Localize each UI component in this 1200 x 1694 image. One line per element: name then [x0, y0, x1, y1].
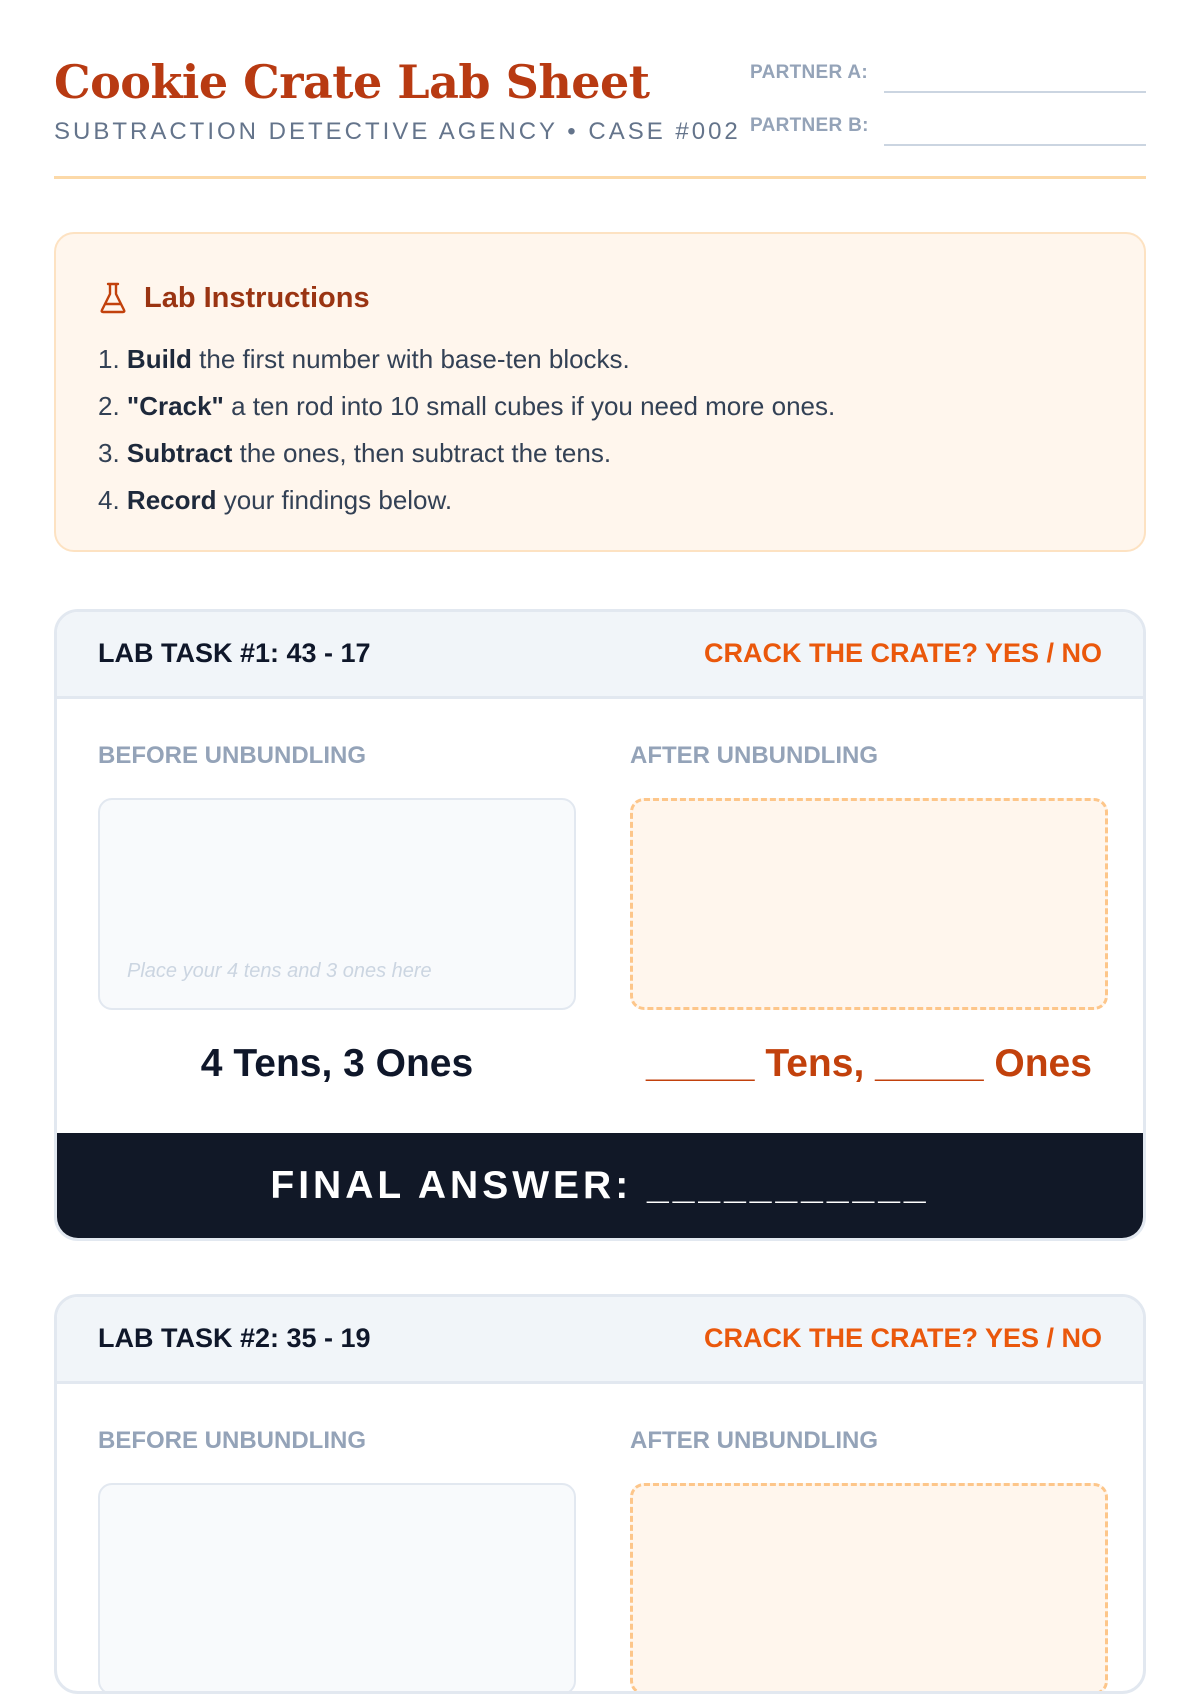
- after-unbundling-label: AFTER UNBUNDLING: [630, 742, 878, 769]
- before-result: 4 Tens, 3 Ones: [200, 1042, 474, 1085]
- crack-crate-prompt[interactable]: CRACK THE CRATE? YES / NO: [703, 1323, 1102, 1353]
- final-answer-bar[interactable]: FINAL ANSWER: ___________: [57, 1133, 1143, 1241]
- instruction-step: 3. Subtract the ones, then subtract the tens.: [98, 438, 612, 468]
- instruction-step: 2. "Crack" a ten rod into 10 small cubes if you need more ones.: [98, 391, 836, 421]
- instruction-step: 4. Record your findings below.: [98, 485, 453, 515]
- before-blocks-area[interactable]: [98, 1483, 576, 1694]
- flask-icon: [98, 281, 128, 315]
- before-area-hint: Place your 4 tens and 3 ones here: [127, 960, 432, 982]
- instructions-title: Lab Instructions: [144, 282, 370, 314]
- partner-a-field[interactable]: [750, 54, 1146, 94]
- page-title: Cookie Crate Lab Sheet: [54, 55, 650, 109]
- instructions-box: [54, 232, 1146, 552]
- partner-b-line[interactable]: [884, 144, 1146, 146]
- lab-task-1: [54, 609, 1146, 1241]
- page-subtitle: SUBTRACTION DETECTIVE AGENCY • CASE #002: [54, 118, 741, 145]
- crack-crate-prompt[interactable]: CRACK THE CRATE? YES / NO: [703, 638, 1102, 668]
- partner-a-line[interactable]: [884, 91, 1146, 93]
- before-unbundling-label: BEFORE UNBUNDLING: [98, 1427, 366, 1454]
- after-unbundling-label: AFTER UNBUNDLING: [630, 1427, 878, 1454]
- lab-task-2: [54, 1294, 1146, 1694]
- instructions-list: [98, 336, 835, 524]
- task-header: [57, 1297, 1143, 1384]
- after-result-blanks[interactable]: _____ Tens, _____ Ones: [646, 1042, 1092, 1085]
- task-header: [57, 612, 1143, 699]
- before-unbundling-label: BEFORE UNBUNDLING: [98, 742, 366, 769]
- task-title: LAB TASK #2: 35 - 19: [98, 1323, 371, 1353]
- after-blocks-area[interactable]: [630, 798, 1108, 1010]
- task-title: LAB TASK #1: 43 - 17: [98, 638, 371, 668]
- before-blocks-area[interactable]: [98, 798, 576, 1010]
- partner-a-label: PARTNER A:: [750, 62, 869, 83]
- partner-b-field[interactable]: [750, 107, 1146, 147]
- instruction-step: 1. Build the first number with base-ten blocks.: [98, 344, 630, 374]
- after-blocks-area[interactable]: [630, 1483, 1108, 1694]
- partner-b-label: PARTNER B:: [750, 115, 869, 136]
- sheet-header: [54, 40, 1146, 179]
